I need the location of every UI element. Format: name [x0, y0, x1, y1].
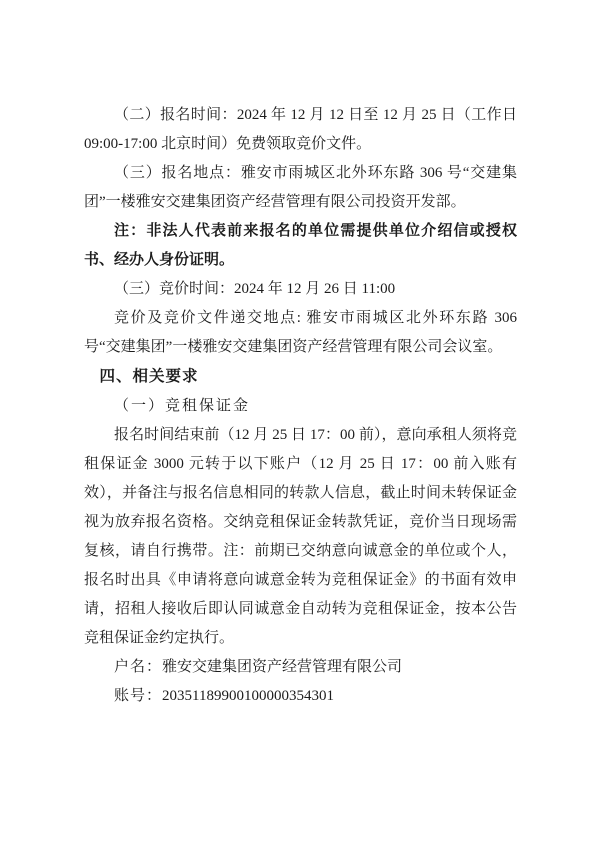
- document-body: [84, 101, 517, 711]
- bidding-place-paragraph: 竞价及竞价文件递交地点: 雅安市雨城区北外环东路 306 号“交建集团”一楼雅安交建集团资产经营管理有限公司会议室。: [84, 310, 517, 355]
- account-number-label: 账号：: [114, 688, 163, 704]
- account-name-label: 户名：: [114, 659, 163, 675]
- bidding-time-paragraph: （三）竞价时间：2024 年 12 月 26 日 11:00: [114, 281, 396, 297]
- account-number-line: [84, 682, 517, 711]
- registration-time-paragraph: （二）报名时间：2024 年 12 月 12 日至 12 月 25 日（工作日 09:00-17:00 北京时间）免费领取竞价文件。: [84, 107, 517, 152]
- account-number-value: 20351189900100000354301: [162, 688, 334, 704]
- deposit-subheading: （一）竞租保证金: [114, 398, 251, 414]
- deposit-requirements-paragraph: 报名时间结束前（12 月 25 日 17：00 前），意向承租人须将竞租保证金 3000 元转于以下账户（12 月 25 日 17：00 前入账有效），并备注与报名信息相同的转款人信息，截止时间未转保证金视为放弃报名资格。交纳竞租保证金转款凭证，竞价当日现场需复核，请自行携带。注：前期已交纳意向诚意金的单位或个人，报名时出具《申请将意向诚意金转为竞租保证金》的书面有效申请，招租人接收后即认同诚意金自动转为竞租保证金，按本公告竞租保证金约定执行。: [84, 427, 517, 646]
- account-name-line: [84, 653, 517, 682]
- agent-note-paragraph: 注：非法人代表前来报名的单位需提供单位介绍信或授权书、经办人身份证明。: [84, 223, 517, 268]
- section-4-heading: 四、相关要求: [99, 368, 199, 385]
- registration-place-paragraph: （三）报名地点：雅安市雨城区北外环东路 306 号“交建集团”一楼雅安交建集团资产经营管理有限公司投资开发部。: [84, 165, 517, 210]
- account-name-value: 雅安交建集团资产经营管理有限公司: [162, 659, 403, 675]
